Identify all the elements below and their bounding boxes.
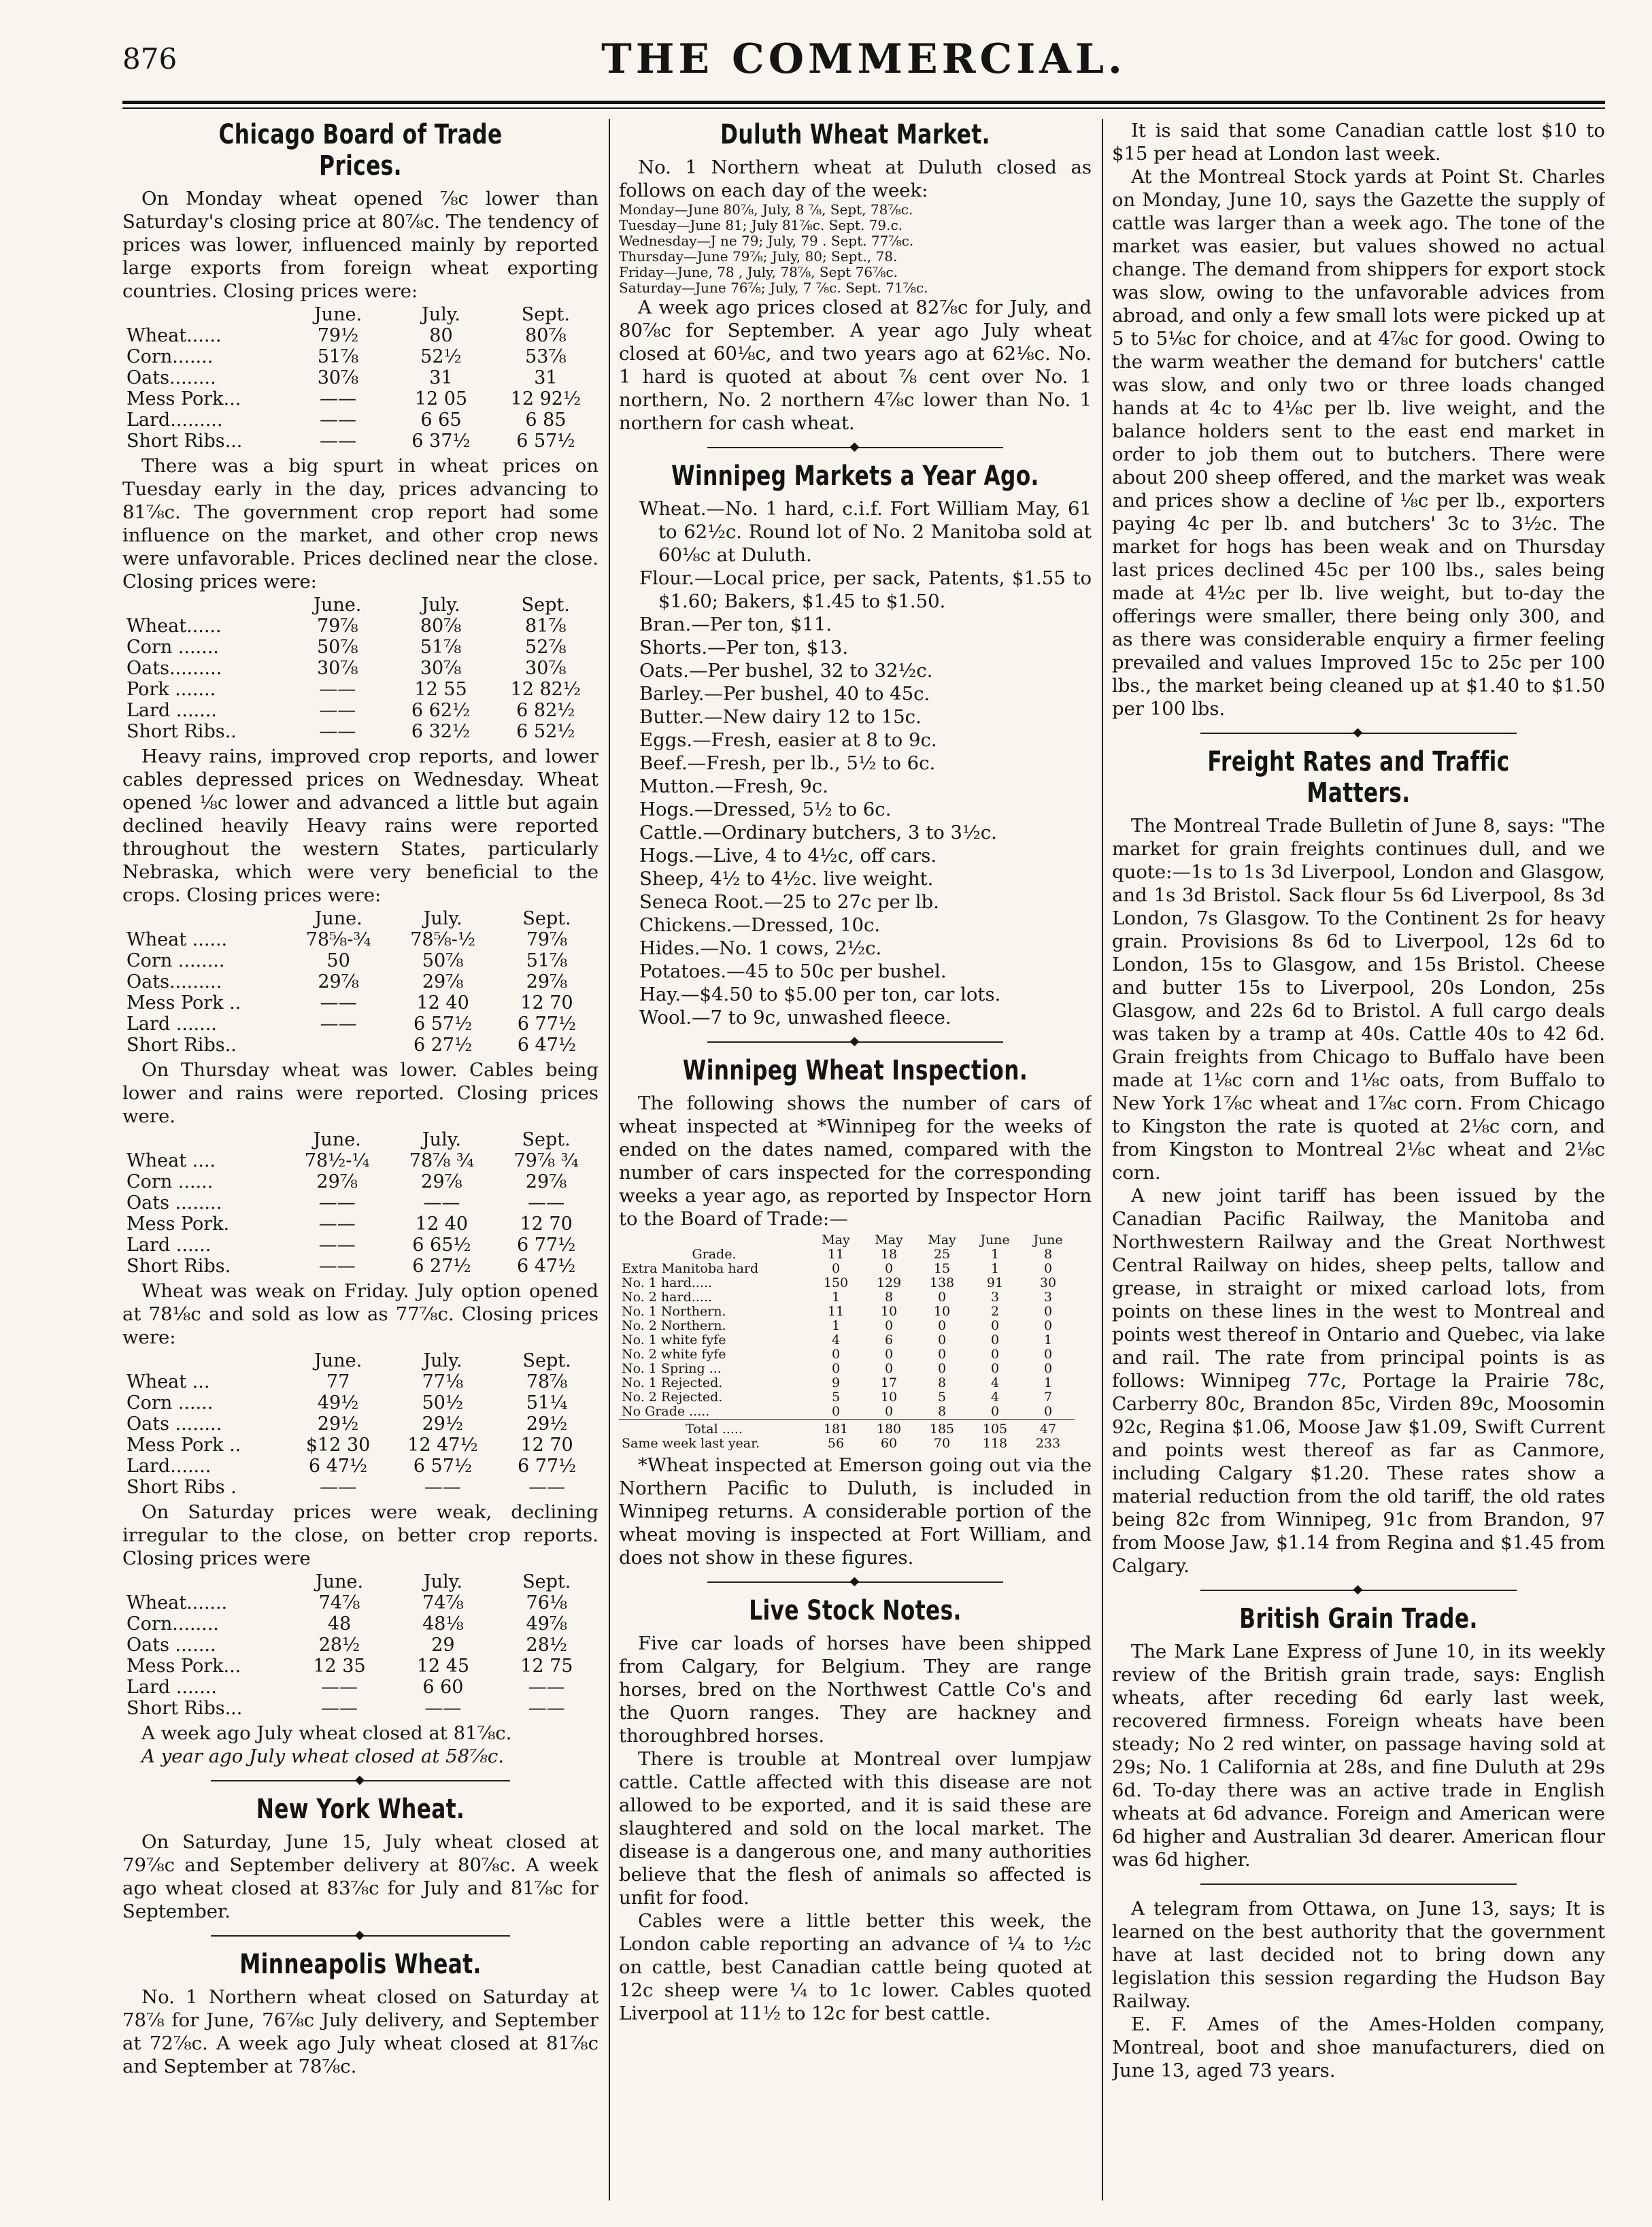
table-row: No. 2 Northern. 1 0 0 0 0 xyxy=(622,1318,1053,1333)
col-header: June. xyxy=(315,1571,364,1592)
table-row: Corn ....... 50⅞ 51⅞ 52⅞ xyxy=(127,637,567,658)
article-heading-chicago: Chicago Board of Trade Prices. xyxy=(218,119,503,182)
column-rule-1 xyxy=(609,119,610,2200)
table-header-row: Grade. 11 18 25 1 8 xyxy=(692,1247,1053,1262)
minneapolis-paragraph: No. 1 Northern wheat closed on Saturday at 78⅞ for June, 76⅞c July delivery, and September at 72⅞c. A week ago July wheat closed at 81⅞c and September at 78⅞c. xyxy=(122,1986,599,2077)
col-header: July. xyxy=(423,1571,462,1592)
chicago-note: A year ago July wheat closed at 58⅞c. xyxy=(141,1745,504,1767)
article-heading-winnipeg-inspection: Winnipeg Wheat Inspection. xyxy=(682,1055,1028,1086)
col-header: June. xyxy=(314,304,363,325)
table-row: Mess Pork. —— 12 40 12 70 xyxy=(127,1213,573,1235)
table-header-row: May May May June June xyxy=(822,1233,1063,1248)
table-row: No Grade ..... 0 0 8 0 0 xyxy=(622,1404,1053,1419)
section-divider xyxy=(1112,1874,1605,1894)
col-header: Sept. xyxy=(522,1571,571,1592)
market-item: Cattle.—Ordinary butchers, 3 to 3½c. xyxy=(639,822,997,843)
table-total-row: Total ..... 181 180 185 105 47 xyxy=(619,1420,1075,1437)
table-row: No. 1 Northern. 11 10 10 2 0 xyxy=(622,1304,1053,1319)
col-header: June. xyxy=(314,1350,363,1371)
section-divider: ◆ xyxy=(1112,723,1605,743)
table-row: Short Ribs.. —— 6 32½ 6 52½ xyxy=(127,721,575,742)
table-row: No. 1 hard..... 150 129 138 91 30 xyxy=(622,1275,1057,1290)
table-row: Lard ...... —— 6 65½ 6 77½ xyxy=(127,1235,576,1256)
chicago-note: A week ago July wheat closed at 81⅞c. xyxy=(141,1722,512,1744)
masthead xyxy=(122,35,1605,97)
table-row: Short Ribs... —— 6 37½ 6 57½ xyxy=(127,431,575,452)
newspaper-title: THE COMMERCIAL. xyxy=(601,35,1126,83)
new-york-paragraph: On Saturday, June 15, July wheat closed at 79⅞c and September delivery at 80⅞c. A week ago wheat closed at 83⅞c for July and 81⅞c for September. xyxy=(122,1831,599,1922)
table-row: No. 1 white fyfe 4 6 0 0 1 xyxy=(622,1333,1053,1347)
section-divider: ◆ xyxy=(122,1926,599,1946)
market-item: Barley.—Per bushel, 40 to 45c. xyxy=(639,683,930,705)
col-header: July. xyxy=(423,1350,462,1371)
table-row: Mess Pork .. $12 30 12 47½ 12 70 xyxy=(127,1435,573,1456)
table-row: Lard ....... —— 6 57½ 6 77½ xyxy=(127,1014,577,1035)
table-row: No. 1 Rejected. 9 17 8 4 1 xyxy=(622,1375,1053,1390)
section-divider: ◆ xyxy=(619,1572,1092,1592)
market-item: Bran.—Per ton, $11. xyxy=(639,614,832,635)
duluth-day-line: Saturday—June 76⅞; July, 7 ⅞c. Sept. 71⅞c. xyxy=(619,280,928,296)
duluth-day-line: Friday—June, 78 , July, 78⅞, Sept 76⅞c. xyxy=(619,264,898,280)
table-row: Oats ........ —— —— —— xyxy=(127,1192,565,1213)
market-item: Oats.—Per bushel, 32 to 32½c. xyxy=(639,660,933,682)
chicago-paragraph: Heavy rains, improved crop reports, and lower cables depressed prices on Wednesday. Wheat opened ⅛c lower and advanced a little but again declined heavily Heavy rains were reported throughout the western States, particularly Nebraska, which were very beneficial to the crops. Closing prices were: xyxy=(122,746,599,906)
chicago-paragraph: Wheat was weak on Friday. July option opened at 78⅛c and sold as low as 77⅞c. Closing prices were: xyxy=(122,1280,599,1348)
table-row: Oats........ 30⅞ 31 31 xyxy=(127,367,558,388)
table-row: Wheat ... 77 77⅛ 78⅞ xyxy=(127,1371,568,1392)
livestock-continued-paragraph: At the Montreal Stock yards at Point St. Charles on Monday, June 10, says the Gazette the supply of cattle was larger than a week ago. The tone of the market was easier, but values showed no actual change. The demand from shippers for export stock was slow, owing to the unfavorable advices from abroad, and only a few small lots were picked up at 5 to 5⅛c for choice, and at 4⅞c for good. Owing to the warm weather the demand for butchers' cattle was slow, and only two or three loads changed hands at 4c to 4⅛c per lb. live weight, and the balance holders sent to the east end market in order to job them out to butchers. There were about 200 sheep offered, and the market was weak and prices show a decline of ⅛c per lb., exporters paying 4c per lb. and butchers' 3c to 3½c. The market for hogs has been weak and on Thursday last prices declined 45c per 100 lbs., sales being made at 4½c per lb. live weight, but to-day the offerings were smaller, there being only 300, and as there was considerable enquiry a firmer feeling prevailed and values Improved 15c to 25c per 100 lbs., the market being cleaned up at $1.40 to $1.50 per 100 lbs. xyxy=(1112,166,1605,720)
market-item: Seneca Root.—25 to 27c per lb. xyxy=(639,891,939,913)
table-row: No. 2 Rejected. 5 10 5 4 7 xyxy=(622,1390,1053,1405)
table-row: Short Ribs . —— —— —— xyxy=(127,1477,566,1498)
col-header: June. xyxy=(314,595,362,616)
article-heading-british-grain: British Grain Trade. xyxy=(1239,1603,1478,1635)
livestock-continued-paragraph: It is said that some Canadian cattle lost $10 to $15 per head at London last week. xyxy=(1112,120,1605,165)
table-row: Short Ribs... —— —— —— xyxy=(127,1698,565,1719)
obituary-paragraph: E. F. Ames of the Ames-Holden company, Montreal, boot and shoe manufacturers, died on June 13, aged 73 years. xyxy=(1112,2013,1605,2081)
market-item: Hides.—No. 1 cows, 2½c. xyxy=(639,937,882,959)
col-header: June. xyxy=(313,1129,361,1150)
article-heading-duluth: Duluth Wheat Market. xyxy=(720,119,990,150)
column-rule-2 xyxy=(1102,119,1103,2200)
masthead-rule-thin xyxy=(122,107,1605,109)
inspection-paragraph: The following shows the number of cars of wheat inspected at *Winnipeg for the weeks of ended on the dates named, compared with the number of cars inspected for the corresponding weeks a year ago, as reported by Inspector Horn to the Board of Trade:— xyxy=(619,1092,1092,1230)
table-row: No. 2 hard..... 1 8 0 3 3 xyxy=(622,1290,1053,1305)
masthead-rule xyxy=(122,101,1605,104)
market-item: Chickens.—Dressed, 10c. xyxy=(639,914,881,936)
table-row: Wheat .... 78½-¼ 78⅞ ¾ 79⅞ ¾ xyxy=(127,1150,579,1171)
market-item: Eggs.—Fresh, easier at 8 to 9c. xyxy=(639,729,937,751)
table-row: Corn ........ 50 50⅞ 51⅞ xyxy=(127,950,568,971)
freight-paragraph: A new joint tariff has been issued by the Canadian Pacific Railway, the Manitoba and Northwestern Railway and the Great Northwest Central Railway on hides, sheep pelts, tallow and grease, in straight or mixed carload lots, from points on these lines in the west to Montreal and points west thereof in Ontario and Quebec, via lake and rail. The rate from principal points is as follows: Winnipeg 77c, Portage la Prairie 78c, Carberry 80c, Brandon 85c, Virden 89c, Moosomin 92c, Regina $1.06, Moose Jaw $1.09, Swift Current and points west thereof as far as Canmore, including Calgary $1.20. These rates show a material reduction from the old tariff, the old rates being 82c from Winnipeg, 91c from Brandon, 97 from Moose Jaw, $1.14 from Regina and $1.45 from Calgary. xyxy=(1112,1185,1605,1577)
section-divider: ◆ xyxy=(1112,1580,1605,1601)
col-header: July. xyxy=(423,908,462,929)
table-row: Wheat....... 74⅞ 74⅞ 76⅛ xyxy=(127,1592,568,1613)
table-row: No. 2 white fyfe 0 0 0 0 0 xyxy=(622,1347,1053,1362)
market-item: Hogs.—Live, 4 to 4½c, off cars. xyxy=(639,845,937,867)
table-row: Wheat...... 79½ 80 80⅞ xyxy=(127,325,567,346)
table-row: Lard ....... —— 6 62½ 6 82½ xyxy=(127,700,575,721)
article-heading-minneapolis: Minneapolis Wheat. xyxy=(239,1949,482,1980)
ottawa-paragraph: A telegram from Ottawa, on June 13, says; It is learned on the best authority that the government have at last decided not to bring down any legislation this session regarding the Hudson Bay Railway. xyxy=(1112,1898,1605,2012)
price-table-monday xyxy=(122,304,599,452)
section-divider: ◆ xyxy=(122,1771,599,1791)
table-row: Oats......... 30⅞ 30⅞ 30⅞ xyxy=(127,658,567,679)
article-heading-freight: Freight Rates and Traffic Matters. xyxy=(1207,746,1510,809)
table-row: Mess Pork... —— 12 05 12 92½ xyxy=(127,388,581,409)
duluth-day-line: Tuesday—June 81; July 81⅞c. Sept. 79.c. xyxy=(619,217,903,233)
price-table-tuesday xyxy=(122,595,599,742)
market-item: Hay.—$4.50 to $5.00 per ton, car lots. xyxy=(639,984,1001,1005)
table-lastyear-row: Same week last year. 56 60 70 118 233 xyxy=(622,1436,1061,1451)
section-divider: ◆ xyxy=(619,1032,1092,1052)
table-row: Lard....... 6 47½ 6 57½ 6 77½ xyxy=(127,1456,577,1477)
livestock-paragraph: Five car loads of horses have been shipped from Calgary, for Belgium. They are range horses, bred on the Northwest Cattle Co's and the Quorn ranges. They are hackney and thoroughbred horses. xyxy=(619,1632,1092,1747)
price-table-friday xyxy=(122,1350,599,1498)
market-item: Mutton.—Fresh, 9c. xyxy=(639,775,828,797)
table-row: Corn ...... 29⅞ 29⅞ 29⅞ xyxy=(127,1171,567,1192)
col-header: Sept. xyxy=(522,1129,571,1150)
col-header: Sept. xyxy=(522,908,571,929)
duluth-paragraph: No. 1 Northern wheat at Duluth closed as follows on each day of the week: xyxy=(619,156,1092,201)
table-row: Mess Pork... 12 35 12 45 12 75 xyxy=(127,1656,573,1677)
market-item: Hogs.—Dressed, 5½ to 6c. xyxy=(639,799,892,820)
table-row: Mess Pork .. —— 12 40 12 70 xyxy=(127,992,573,1014)
table-row: Wheat ...... 78⅝-¾ 78⅝-½ 79⅞ xyxy=(127,929,568,950)
table-row: Pork ....... —— 12 55 12 82½ xyxy=(127,679,581,700)
col-header: July. xyxy=(422,1129,461,1150)
market-item: Sheep, 4½ to 4½c. live weight. xyxy=(639,868,934,890)
column-2 xyxy=(619,119,1092,2214)
table-row: Wheat...... 79⅞ 80⅞ 81⅞ xyxy=(127,616,567,637)
article-heading-new-york: New York Wheat. xyxy=(256,1794,465,1825)
market-item: Butter.—New dairy 12 to 15c. xyxy=(639,706,922,728)
column-3 xyxy=(1112,119,1605,2214)
duluth-paragraph: A week ago prices closed at 82⅞c for July, and 80⅞c for September. A year ago July wheat closed at 60⅛c, and two years ago at 62⅛c. No. 1 hard is quoted at about ⅞ cent over No. 1 northern, No. 2 northern 4⅞c lower than No. 1 northern for cash wheat. xyxy=(619,297,1092,434)
col-header: June. xyxy=(314,908,363,929)
page-number: 876 xyxy=(122,42,178,76)
table-row: Short Ribs.. 6 27½ 6 47½ xyxy=(127,1035,577,1056)
col-header: Sept. xyxy=(521,304,570,325)
freight-paragraph: The Montreal Trade Bulletin of June 8, says: "The market for grain freights continues dull, and we quote:—1s to 1s 3d Liverpool, London and Glasgow, and 1s 3d Bristol. Sack flour 5s 6d Liverpool, 8s 3d London, 7s Glasgow. To the Continent 2s for heavy grain. Provisions 8s 6d to Liverpool, 12s 6d to London, 15s to Glasgow, and 15s Bristol. Cheese and butter 15s to Liverpool, 20s London, 25s Glasgow, and 22s 6d to Bristol. A full cargo deals was taken by a tramp at 40s. Cattle 40s to 42 6d. Grain freights from Chicago to Buffalo have been made at 1⅛c corn and 1⅛c oats, from Buffalo to New York 1⅞c wheat and 1⅞c corn. From Chicago to Kingston the rate is quoted at 2⅛c corn, and from Kingston to Montreal 2⅛c wheat and 2⅛c corn. xyxy=(1112,815,1605,1184)
table-row: Oats......... 29⅞ 29⅞ 29⅞ xyxy=(127,971,568,992)
price-table-saturday xyxy=(122,1571,599,1719)
table-row: No. 1 Spring ... 0 0 0 0 0 xyxy=(622,1361,1053,1376)
article-heading-live-stock: Live Stock Notes. xyxy=(749,1595,962,1626)
price-table-thursday xyxy=(122,1129,599,1277)
british-grain-paragraph: The Mark Lane Express of June 10, in its weekly review of the British grain trade, says: English wheats, after receding 6d early last week, recovered firmness. Foreign wheats have been steady; No 2 red winter, on passage having sold at 29s; No. 1 California at 28s, and fine Duluth at 29s 6d. To-day there was an active trade in English wheats at 6d advance. Foreign and American were 6d higher and Australian 3d dearer. American flour was 6d higher. xyxy=(1112,1641,1605,1871)
col-header: July. xyxy=(421,304,460,325)
chicago-paragraph: On Thursday wheat was lower. Cables being lower and rains were reported. Closing prices were. xyxy=(122,1059,599,1127)
chicago-paragraph: There was a big spurt in wheat prices on Tuesday early in the day, prices advancing to 81⅞c. The government crop report had some influence on the market, and other crop news were unfavorable. Prices declined near the close. Closing prices were: xyxy=(122,455,599,592)
table-row: Extra Manitoba hard 0 0 15 1 0 xyxy=(622,1261,1053,1276)
duluth-day-line: Monday—June 80⅞, July, 8 ⅞, Sept, 78⅞c. xyxy=(619,201,913,218)
market-item: Beef.—Fresh, per lb., 5½ to 6c. xyxy=(639,752,936,774)
article-heading-winnipeg-year-ago: Winnipeg Markets a Year Ago. xyxy=(671,461,1039,492)
price-table-wednesday xyxy=(122,908,599,1056)
table-row: Corn....... 51⅞ 52½ 53⅞ xyxy=(127,346,567,367)
inspection-table xyxy=(619,1233,1075,1451)
table-row: Lard ....... —— 6 60 —— xyxy=(127,1677,565,1698)
col-header: July. xyxy=(421,595,460,616)
duluth-day-line: Thursday—June 79⅞; July, 80; Sept., 78. xyxy=(619,248,898,265)
table-row: Short Ribs. —— 6 27½ 6 47½ xyxy=(127,1256,576,1277)
col-header: Sept. xyxy=(522,1350,571,1371)
chicago-paragraph: On Saturday prices were weak, declining irregular to the close, on better crop reports. Closing prices were xyxy=(122,1501,599,1569)
duluth-day-line: Wednesday—J ne 79; July, 79 . Sept. 77⅞c. xyxy=(619,233,914,249)
livestock-paragraph: Cables were a little better this week, the London cable reporting an advance of ¼ to ½c on cattle, best Canadian cattle being quoted at 12c sheep were ¼ to 1c lower. Cables quoted Liverpool at 11½ to 12c for best cattle. xyxy=(619,1910,1092,2024)
table-row: Oats ........ 29½ 29½ 29½ xyxy=(127,1413,568,1435)
market-item: Potatoes.—45 to 50c per bushel. xyxy=(639,960,947,982)
table-row: Oats ....... 28½ 29 28½ xyxy=(127,1635,568,1656)
table-row: Lard......... —— 6 65 6 85 xyxy=(127,409,567,431)
column-1 xyxy=(122,119,599,2214)
market-item: Shorts.—Per ton, $13. xyxy=(639,637,849,658)
market-item: Wheat.—No. 1 hard, c.i.f. Fort William May, 61 to 62½c. Round lot of No. 2 Manitoba sold at 60⅛c at Duluth. xyxy=(639,498,1092,566)
livestock-paragraph: There is trouble at Montreal over lumpjaw cattle. Cattle affected with this disease are not allowed to be exported, and it is said these are slaughtered and sold on the local market. The disease is a dangerous one, and many authorities believe that the flesh of animals so affected is unfit for food. xyxy=(619,1748,1092,1909)
chicago-paragraph: On Monday wheat opened ⅞c lower than Saturday's closing price at 80⅞c. The tendency of prices was lower, influenced mainly by reported large exports from foreign wheat exporting countries. Closing prices were: xyxy=(122,188,599,302)
inspection-footnote: *Wheat inspected at Emerson going out via the Northern Pacific to Duluth, is included in Winnipeg returns. A considerable portion of the wheat moving is inspected at Fort William, and does not show in these figures. xyxy=(619,1454,1092,1569)
table-row: Corn ...... 49½ 50½ 51¼ xyxy=(127,1392,568,1413)
market-item: Flour.—Local price, per sack, Patents, $1.55 to $1.60; Bakers, $1.45 to $1.50. xyxy=(639,567,1092,612)
section-divider: ◆ xyxy=(619,437,1092,458)
table-row: Corn........ 48 48⅛ 49⅞ xyxy=(127,1613,568,1635)
col-header: Sept. xyxy=(521,595,570,616)
market-item: Wool.—7 to 9c, unwashed fleece. xyxy=(639,1007,951,1028)
